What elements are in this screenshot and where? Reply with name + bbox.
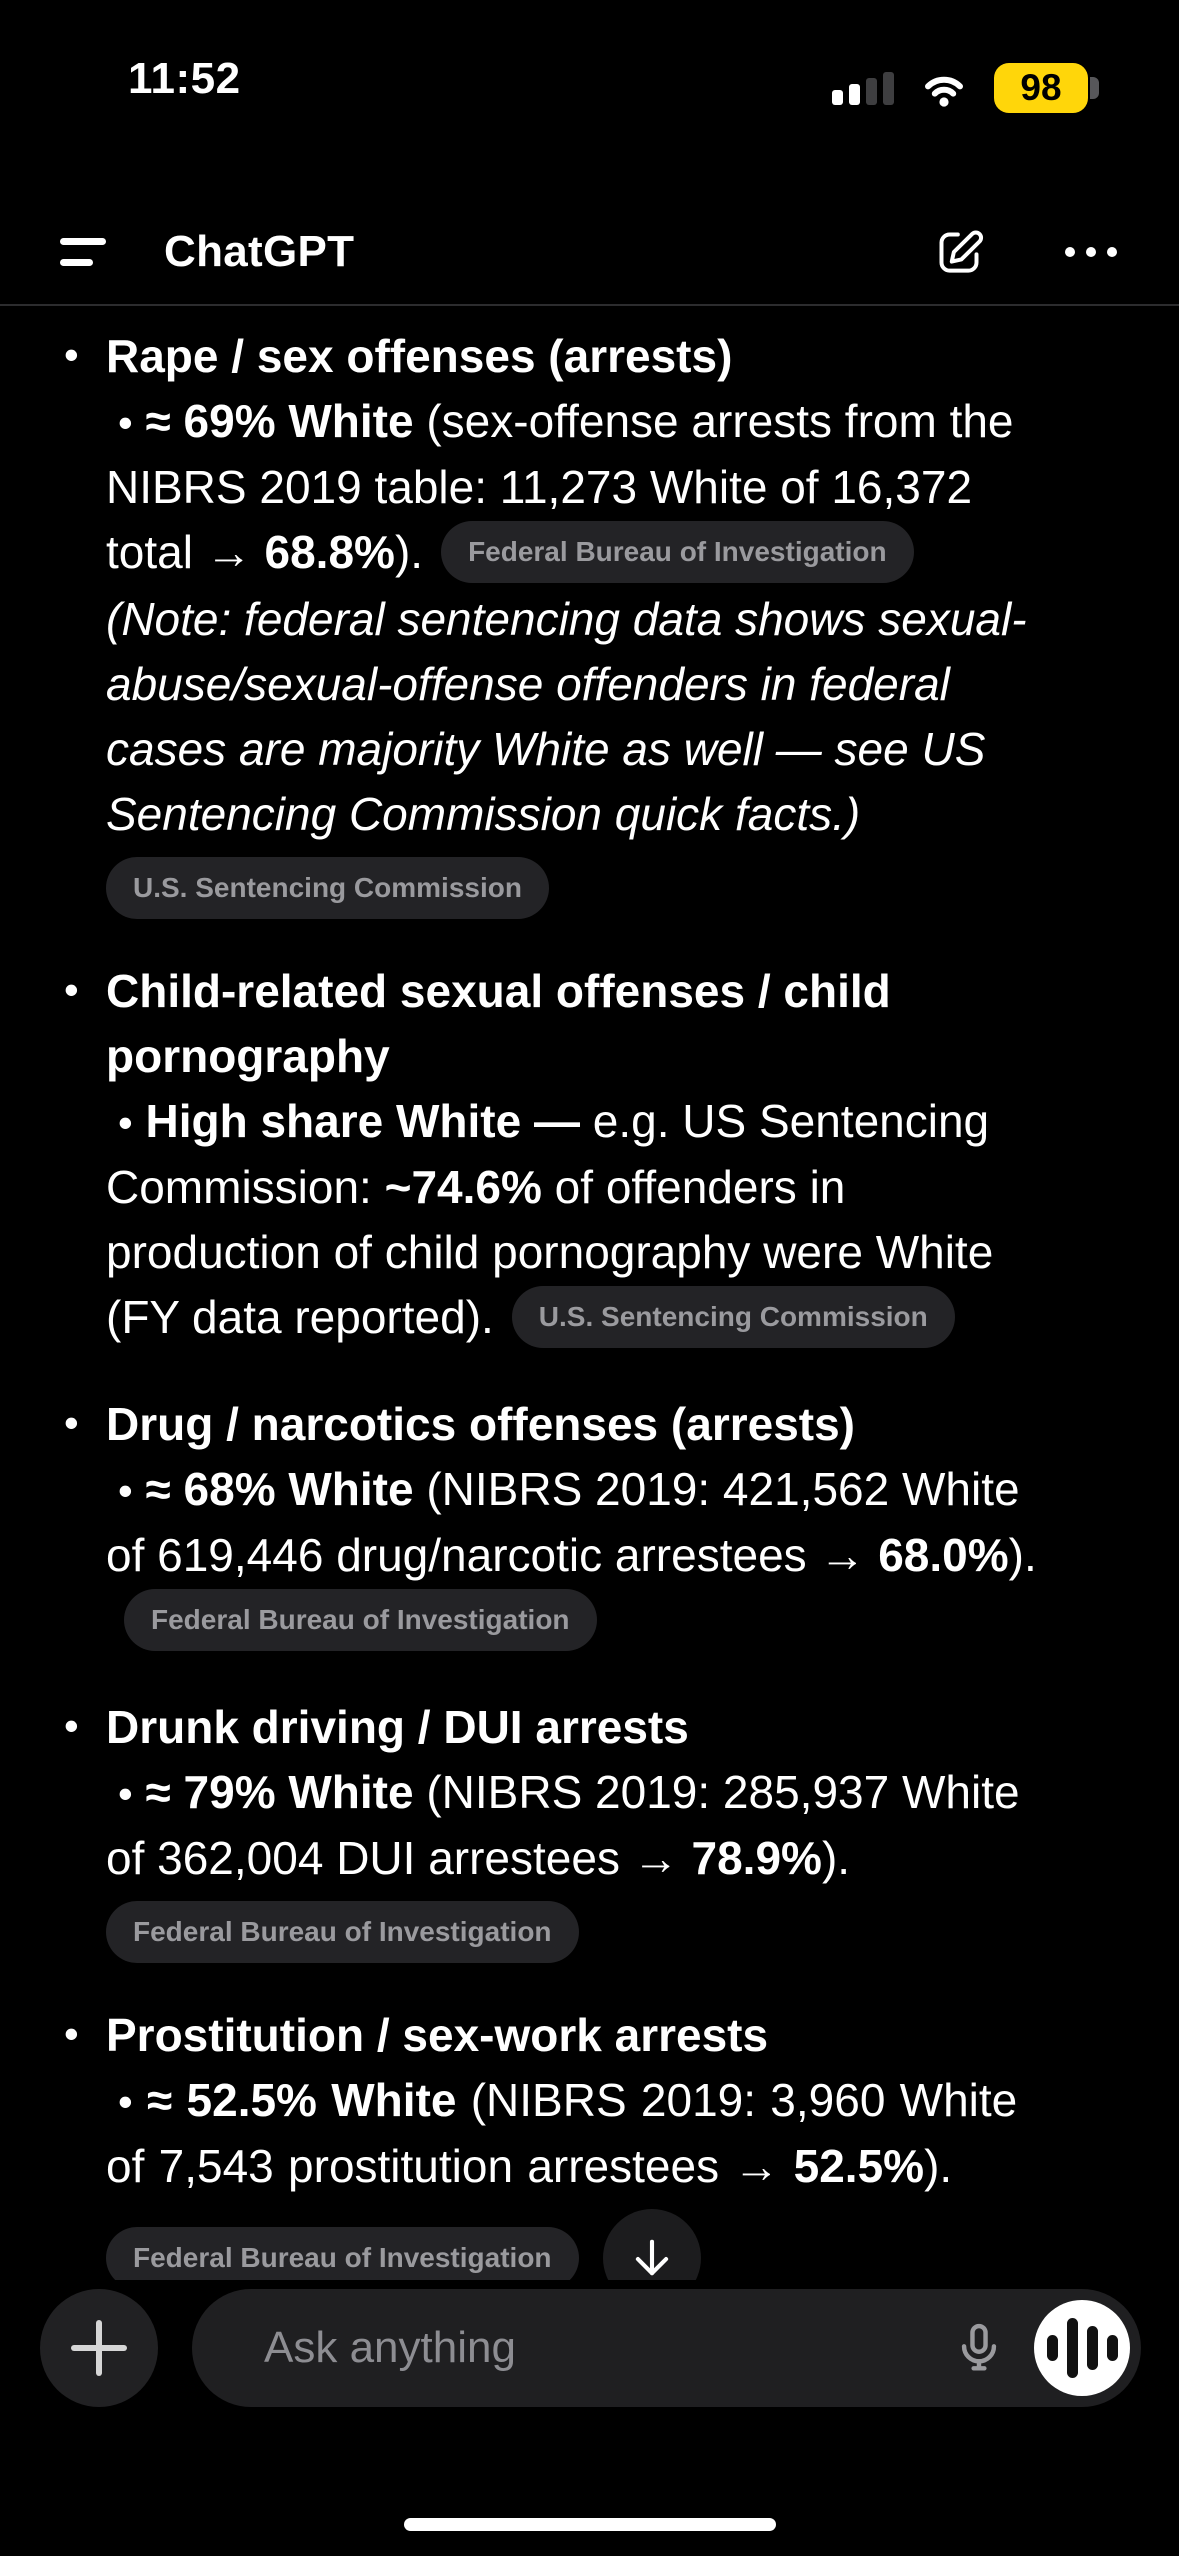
- section-title: • Child-related sexual offenses / child pornography: [106, 959, 1056, 1089]
- bullet-icon: •: [64, 2009, 79, 2057]
- wifi-icon: [918, 67, 970, 109]
- list-item-child-offenses: [64, 959, 1056, 1352]
- bullet-icon: •: [64, 331, 79, 378]
- citation-row: [106, 2209, 1056, 2280]
- more-options-button[interactable]: [1065, 247, 1117, 257]
- mic-icon: [951, 2320, 1007, 2376]
- section-title: • Rape / sex offenses (arrests): [106, 324, 1056, 389]
- citation-row: [106, 1901, 1056, 1963]
- battery-percent: 98: [1020, 67, 1062, 108]
- app-title: ChatGPT: [164, 227, 355, 276]
- section-detail: • ≈ 79% White (NIBRS 2019: 285,937 White of 362,004 DUI arrestees → 78.9%).: [106, 1765, 1020, 1884]
- citation-chip[interactable]: Federal Bureau of Investigation: [441, 521, 914, 583]
- sub-bullet-icon: •: [118, 1098, 133, 1146]
- sub-bullet-icon: •: [118, 1466, 133, 1514]
- voice-mode-button[interactable]: [1034, 2300, 1130, 2396]
- status-icons: [832, 62, 1099, 114]
- battery-nub-icon: [1090, 77, 1099, 99]
- down-arrow-icon: [626, 2232, 678, 2280]
- message-input[interactable]: [192, 2323, 780, 2373]
- bullet-icon: •: [64, 1398, 79, 1446]
- bullet-icon: •: [64, 965, 79, 1013]
- section-detail: • High share White — e.g. US Sentencing Commission: ~74.6% of offenders in production of child pornography were White (FY data reported). U.S. Sentencing Commission: [106, 1089, 1056, 1352]
- app-header: [0, 200, 1179, 306]
- list-item-prostitution-arrests: [64, 2003, 1056, 2280]
- section-detail: • ≈ 68% White (NIBRS 2019: 421,562 White of 619,446 drug/narcotic arrestees → 68.0%).Federal Bureau of Investigation: [106, 1457, 1056, 1655]
- menu-button[interactable]: [60, 238, 106, 266]
- ellipsis-icon: [1065, 247, 1117, 257]
- menu-icon: [60, 238, 106, 266]
- sub-bullet-icon: •: [118, 2077, 133, 2125]
- note-text: (Note: federal sentencing data shows sexual-abuse/sexual-offense offenders in federal cases are majority White as well — see US Sentencing Commission quick facts.): [106, 592, 1027, 840]
- citation-chip[interactable]: U.S. Sentencing Commission: [512, 1286, 955, 1348]
- section-title: • Drug / narcotics offenses (arrests): [106, 1392, 1056, 1457]
- list-item-drug-offenses: [64, 1392, 1056, 1655]
- citation-chip[interactable]: Federal Bureau of Investigation: [106, 1901, 579, 1963]
- message-input-pill: [192, 2289, 1141, 2407]
- add-attachment-button[interactable]: [40, 2289, 158, 2407]
- citation-row: [106, 857, 1056, 919]
- status-bar: [0, 0, 1179, 150]
- signal-icon: [832, 71, 894, 105]
- chat-message-area: [0, 308, 1179, 2280]
- section-title: • Drunk driving / DUI arrests: [106, 1695, 1056, 1760]
- scroll-to-bottom-button[interactable]: [603, 2209, 701, 2280]
- dictation-button[interactable]: [951, 2320, 1007, 2376]
- home-indicator[interactable]: [404, 2518, 776, 2531]
- list-item-dui-arrests: [64, 1695, 1056, 1963]
- compose-icon: [931, 224, 987, 280]
- voice-waveform-icon: [1047, 2318, 1118, 2378]
- sub-bullet-icon: •: [118, 399, 133, 446]
- section-detail: • ≈ 69% White (sex-offense arrests from the NIBRS 2019 table: 11,273 White of 16,372 total → 68.8%). Federal Bureau of Investigation: [106, 389, 1056, 587]
- bullet-icon: •: [64, 1701, 79, 1749]
- status-time: 11:52: [128, 54, 241, 103]
- list-item-rape-sex-offenses: [64, 324, 1056, 919]
- section-detail: • ≈ 52.5% White (NIBRS 2019: 3,960 White of 7,543 prostitution arrestees → 52.5%).: [106, 2073, 1018, 2192]
- citation-chip[interactable]: Federal Bureau of Investigation: [106, 2227, 579, 2280]
- composer-bar: [40, 2289, 1141, 2407]
- new-chat-button[interactable]: [931, 224, 987, 280]
- sub-bullet-icon: •: [118, 1769, 133, 1817]
- citation-chip[interactable]: Federal Bureau of Investigation: [124, 1589, 597, 1651]
- battery-icon: [994, 63, 1099, 113]
- section-title: • Prostitution / sex-work arrests: [106, 2003, 1056, 2068]
- citation-chip[interactable]: U.S. Sentencing Commission: [106, 857, 549, 919]
